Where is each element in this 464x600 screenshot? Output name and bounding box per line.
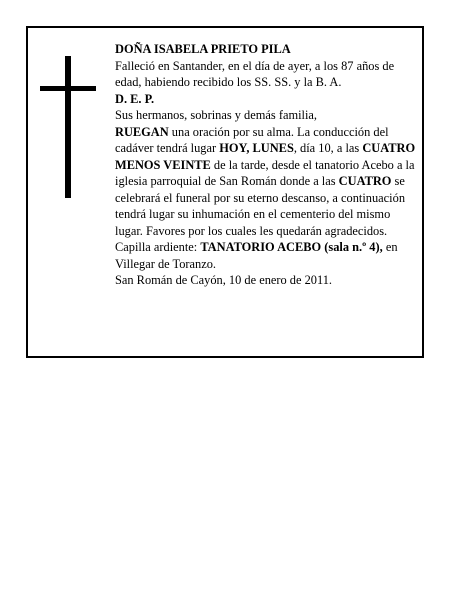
details-text-5: en Villegar de Toranzo.: [115, 240, 398, 271]
details-text-3: de la tarde, desde el tanatorio Acebo a la iglesia parroquial de San Román donde a las: [115, 157, 415, 188]
place-date-line: San Román de Cayón, 10 de enero de 2011.: [115, 273, 333, 287]
notice-text: [115, 41, 421, 289]
time-text: CUATRO MENOS VEINTE: [115, 141, 416, 172]
rip-line: D. E. P.: [115, 91, 155, 106]
obituary-notice: [26, 26, 424, 358]
death-statement: Falleció en Santander, en el día de ayer, a los 87 años de edad, habiendo recibido los SS. SS. y la B. A.: [115, 58, 395, 89]
chapel-text: TANATORIO ACEBO (sala n.º 4),: [200, 240, 383, 254]
ruegan-text: RUEGAN: [115, 124, 169, 139]
funeral-time-text: CUATRO: [338, 174, 392, 188]
details-text-1: una oración por su alma. La conducción del cadáver tendrá lugar: [115, 124, 389, 155]
day-text: HOY, LUNES: [219, 141, 294, 155]
details-text-2: , día 10, a las: [293, 141, 363, 155]
family-line: Sus hermanos, sobrinas y demás familia,: [115, 108, 318, 122]
cross-icon: [40, 56, 96, 198]
cross-vertical-bar: [65, 56, 71, 198]
funeral-details: [115, 124, 421, 273]
cross-horizontal-bar: [40, 86, 96, 91]
deceased-name: DOÑA ISABELA PRIETO PILA: [115, 42, 291, 56]
details-text-4: se celebrará el funeral por su eterno descanso, a continuación tendrá lugar su inhumación en el cementerio del mismo lugar. Favores por los cuales les quedarán agradecidos. Capilla ardiente:: [115, 174, 406, 254]
